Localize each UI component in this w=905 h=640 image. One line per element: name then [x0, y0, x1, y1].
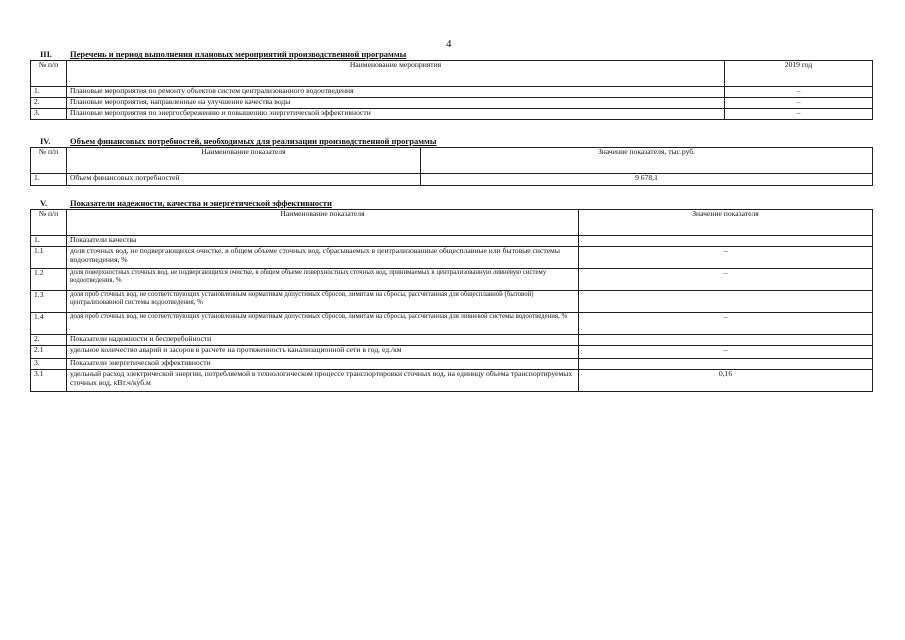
row-num: 2.: [31, 335, 67, 346]
header-value: Значение показателя, тыс.руб.: [421, 148, 873, 174]
page-number: 4: [446, 38, 452, 50]
table-row: [31, 174, 873, 186]
table-header-row: [31, 210, 873, 236]
table-row: [31, 109, 873, 120]
row-value: [579, 335, 873, 346]
row-value: –: [579, 269, 873, 291]
row-name: Объем финансовых потребностей: [67, 174, 421, 186]
table-header-row: [31, 148, 873, 174]
header-num: № п/п: [31, 61, 67, 87]
row-num: 1.1: [31, 247, 67, 269]
header-value: Значение показателя: [579, 210, 873, 236]
table-row: [31, 291, 873, 313]
table-row: [31, 346, 873, 359]
header-name: Наименование мероприятия: [67, 61, 725, 87]
table-row: [31, 313, 873, 335]
row-num: 1.: [31, 236, 67, 247]
row-name: доля проб сточных вод, не соответствующих установленным нормативам допустимых сбросов, лимитам на сбросы, рассчитанная для общесплавной (бытовой) централизованной системы водоотведения, %: [67, 291, 579, 313]
row-value: –: [725, 98, 873, 109]
section-5-table: [30, 209, 873, 392]
row-name: Плановые мероприятия по ремонту объектов систем централизованного водоотведения: [67, 87, 725, 98]
row-value: –: [579, 247, 873, 269]
row-num: 2.: [31, 98, 67, 109]
header-name: Наименование показателя: [67, 148, 421, 174]
row-name: доля проб сточных вод, не соответствующих установленным нормативам допустимых сбросов, лимитам на сбросы, рассчитанная для ливневой системы водоотведения, %: [67, 313, 579, 335]
row-num: 1.: [31, 87, 67, 98]
section-5-title: [40, 198, 332, 208]
row-value: [579, 359, 873, 370]
row-name: доля сточных вод, не подвергающихся очистке, в общем объеме сточных вод, сбрасываемых в централизованные общесплавные или бытовые системы водоотведения, %: [67, 247, 579, 269]
section-5-roman: V.: [40, 198, 48, 208]
row-value: [579, 291, 873, 313]
header-name: Наименование показателя: [67, 210, 579, 236]
table-row: [31, 370, 873, 392]
section-4-roman: IV.: [40, 136, 51, 146]
row-num: 1.: [31, 174, 67, 186]
row-name: Показатели надежности и бесперебойности: [67, 335, 579, 346]
section-3-roman: III.: [40, 49, 53, 59]
row-value: 9 678,1: [421, 174, 873, 186]
section-4-title: [40, 136, 436, 146]
row-num: 1.2: [31, 269, 67, 291]
row-name: Показатели энергетической эффективности: [67, 359, 579, 370]
section-4-heading: Объем финансовых потребностей, необходимых для реализации производственной программы: [70, 136, 437, 146]
row-value: –: [725, 109, 873, 120]
row-value: –: [579, 346, 873, 359]
section-4-table: [30, 147, 873, 186]
table-header-row: [31, 61, 873, 87]
row-value: [579, 236, 873, 247]
section-3-table: [30, 60, 873, 120]
row-value: –: [579, 313, 873, 335]
row-name: Плановые мероприятия по энергосбережению и повышению энергетической эффективности: [67, 109, 725, 120]
row-name: удельный расход электрической энергии, потребляемой в технологическом процессе транспортировки сточных вод, на единицу объема транспортируемых сточных вод, кВт.ч/куб.м: [67, 370, 579, 392]
table-row: [31, 247, 873, 269]
table-row: [31, 87, 873, 98]
row-num: 3.1: [31, 370, 67, 392]
section-5-heading: Показатели надежности, качества и энергетической эффективности: [70, 198, 332, 208]
header-num: № п/п: [31, 210, 67, 236]
row-num: 1.3: [31, 291, 67, 313]
section-3-heading: Перечень и период выполнения плановых мероприятий производственной программы: [70, 49, 407, 59]
row-num: 1.4: [31, 313, 67, 335]
row-value: 0,16: [579, 370, 873, 392]
row-num: 2.1: [31, 346, 67, 359]
row-name: удельное количество аварий и засоров в расчете на протяженность канализационной сети в год, ед./км: [67, 346, 579, 359]
table-row: [31, 236, 873, 247]
header-year: 2019 год: [725, 61, 873, 87]
header-num: № п/п: [31, 148, 67, 174]
section-3-title: [40, 49, 406, 59]
table-row: [31, 269, 873, 291]
row-name: Показатели качества: [67, 236, 579, 247]
row-name: доля поверхностных сточных вод, не подвергающихся очистке, в общем объеме поверхностных сточных вод, принимаемых в централизованную ливневую систему водоотведения, %: [67, 269, 579, 291]
row-name: Плановые мероприятия, направленные на улучшение качества воды: [67, 98, 725, 109]
row-num: 3.: [31, 109, 67, 120]
table-row: [31, 98, 873, 109]
table-row: [31, 335, 873, 346]
row-num: 3.: [31, 359, 67, 370]
row-value: –: [725, 87, 873, 98]
table-row: [31, 359, 873, 370]
